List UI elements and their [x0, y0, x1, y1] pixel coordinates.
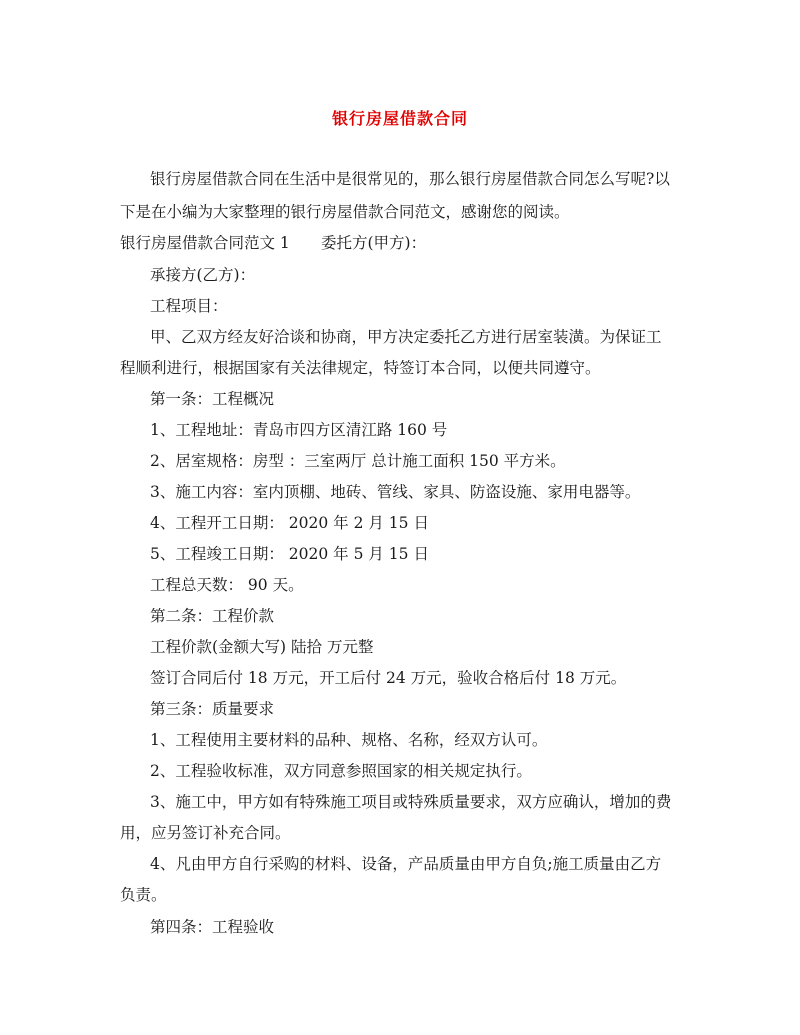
section-heading: 第三条：质量要求 — [150, 700, 275, 718]
paragraph-line: 银行房屋借款合同在生活中是很常见的，那么银行房屋借款合同怎么写呢?以 — [150, 170, 670, 188]
paragraph-line: 3、施工中，甲方如有特殊施工项目或特殊质量要求，双方应确认，增加的费 — [150, 793, 672, 811]
document-title: 银行房屋借款合同 — [331, 109, 468, 128]
section-heading: 第二条：工程价款 — [150, 607, 275, 625]
paragraph-line: 2、居室规格：房型 ：三室两厅 总计施工面积 150 平方米。 — [150, 452, 566, 470]
paragraph-line: 签订合同后付 18 万元，开工后付 24 万元，验收合格后付 18 万元。 — [150, 669, 627, 687]
paragraph-line: 程顺利进行，根据国家有关法律规定，特签订本合同，以便共同遵守。 — [120, 359, 601, 377]
paragraph-line: 工程总天数： 90 天。 — [150, 576, 304, 594]
paragraph-line: 承接方(乙方)： — [150, 266, 256, 284]
paragraph-line: 4、凡由甲方自行采购的材料、设备，产品质量由甲方自负;施工质量由乙方 — [150, 855, 662, 873]
paragraph-line: 甲、乙双方经友好洽谈和协商，甲方决定委托乙方进行居室装潢。为保证工 — [150, 328, 662, 346]
paragraph-line: 下是在小编为大家整理的银行房屋借款合同范文，感谢您的阅读。 — [120, 203, 570, 221]
paragraph-line: 1、工程地址：青岛市四方区清江路 160 号 — [150, 421, 448, 439]
paragraph-line: 1、工程使用主要材料的品种、规格、名称，经双方认可。 — [150, 731, 548, 749]
paragraph-line: 用，应另签订补充合同。 — [120, 824, 291, 842]
reference-label: 银行房屋借款合同范文 1 — [120, 234, 290, 252]
paragraph-line: 5、工程竣工日期： 2020 年 5 月 15 日 — [150, 545, 429, 563]
client-label: 委托方(甲方)： — [321, 234, 427, 252]
section-heading: 第四条：工程验收 — [150, 918, 275, 936]
reference-line — [120, 232, 700, 254]
paragraph-line: 工程项目： — [150, 297, 228, 315]
paragraph-line: 3、施工内容：室内顶棚、地砖、管线、家具、防盗设施、家用电器等。 — [150, 483, 641, 501]
paragraph-line: 4、工程开工日期： 2020 年 2 月 15 日 — [150, 514, 429, 532]
paragraph-line: 负责。 — [120, 886, 167, 904]
paragraph-line: 2、工程验收标准，双方同意参照国家的相关规定执行。 — [150, 762, 532, 780]
paragraph-line: 工程价款(金额大写) 陆拾 万元整 — [150, 638, 374, 656]
section-heading: 第一条：工程概况 — [150, 390, 275, 408]
